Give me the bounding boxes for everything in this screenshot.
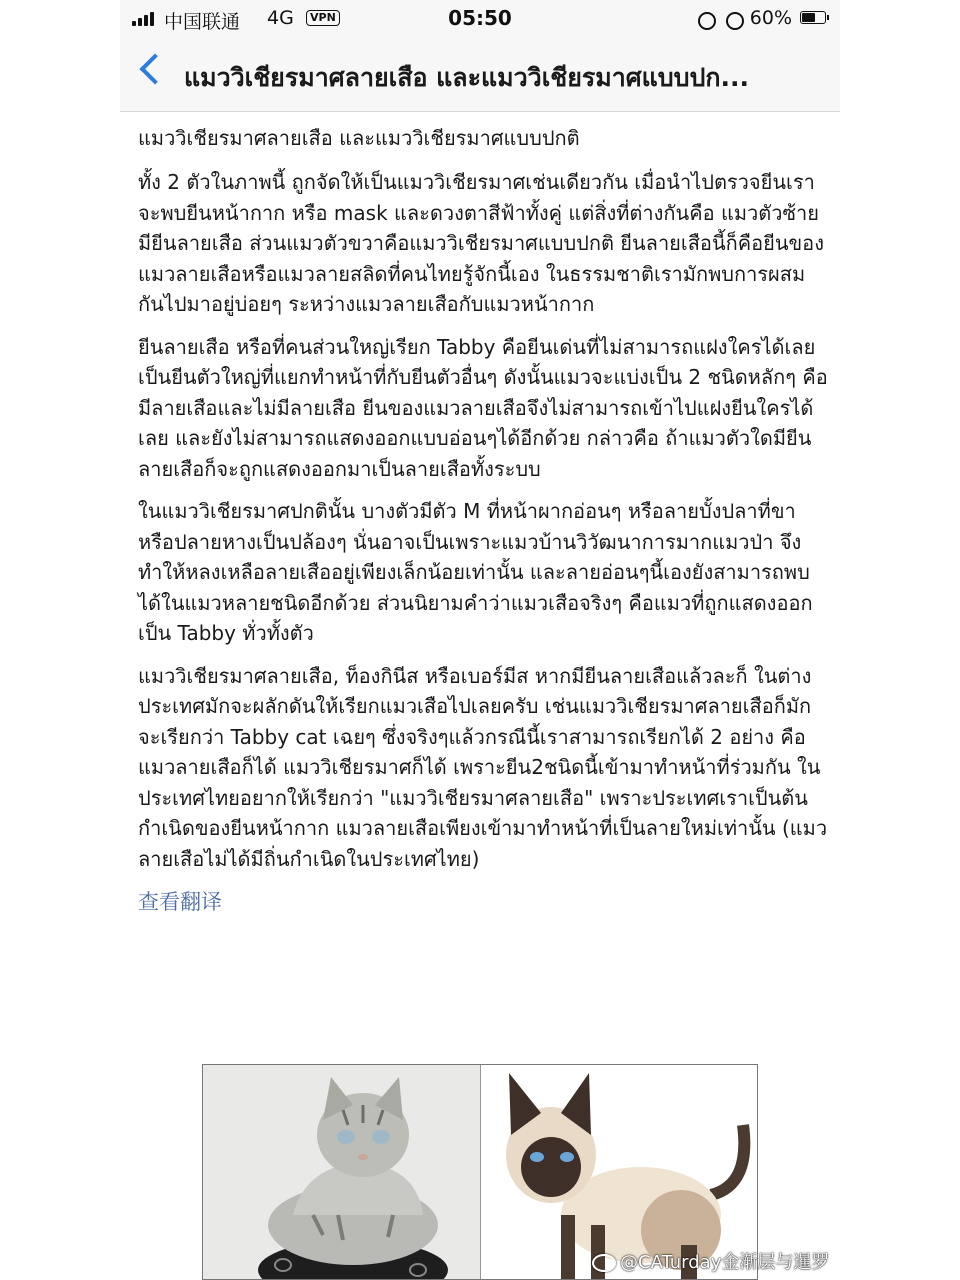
post-paragraph-4: แมววิเชียรมาศลายเสือ, ท็องกินีส หรือเบอร์มีส หากมียีนลายเสือแล้วละก็ ในต่างประเทศมักจะผลักดันให้เรียกแมวเสือไปเลยครับ เช่นแมววิเชียรมาศลายเสือก็มักจะเรียกว่า Tabby cat เฉยๆ ซึ่งจริงๆแล้วกรณีนี้เราสามารถเรียกได้ 2 อย่าง คือ แมวลายเสือก็ได้ แมววิเชียรมาศก็ได้ เพราะยีน2ชนิดนี้เข้ามาทำหน้าที่ร่วมกัน ในประเทศไทยอยากให้เรียกว่า "แมววิเชียรมาศลายเสือ" เพราะประเทศเราเป็นต้นกำเนิดของยีนหน้ากาก แมวลายเสือเพียงเข้ามาทำหน้าที่เป็นลายใหม่เท่านั้น (แมวลายเสือไม่ได้มีถิ่นกำเนิดในประเทศไทย)	[138, 663, 828, 871]
battery-fill	[802, 13, 815, 22]
post-paragraph-1: ทั้ง 2 ตัวในภาพนี้ ถูกจัดให้เป็นแมววิเชียรมาศเช่นเดียวกัน เมื่อนำไปตรวจยีนเราจะพบยีนหน้ากาก หรือ mask และดวงตาสีฟ้าทั้งคู่ แต่สิ่งที่ต่างกันคือ แมวตัวซ้ายมียีนลายเสือ ส่วนแมวตัวขวาคือแมววิเชียรมาศแบบปกติ ยีนลายเสือนี้ก็คือยีนของแมวลายเสือหรือแมวลายสลิดที่คนไทยรู้จักนี้เอง ในธรรมชาติเรามักพบการผสมกันไปมาอยู่บ่อยๆ ระหว่างแมวลายเสือกับแมวหน้ากาก	[138, 170, 824, 316]
network-type: 4G	[267, 7, 294, 29]
rotation-lock-icon	[698, 12, 716, 30]
status-icons	[694, 9, 744, 31]
weibo-watermark	[592, 1248, 829, 1274]
post-headline: แมววิเชียรมาศลายเสือ และแมววิเชียรมาศแบบปกติ	[138, 126, 580, 150]
back-chevron-icon[interactable]	[139, 53, 170, 84]
tabby-cat-illustration	[203, 1065, 480, 1280]
nav-header	[120, 38, 840, 112]
status-bar	[120, 0, 840, 38]
carrier-name: 中国联通	[164, 11, 241, 33]
battery-icon	[800, 11, 826, 24]
translate-link[interactable]: 查看翻译	[138, 890, 222, 914]
post-body	[138, 123, 828, 916]
phone-screen	[120, 0, 840, 1280]
weibo-logo-icon	[592, 1254, 616, 1272]
page-title: แมววิเชียรมาศลายเสือ และแมววิเชียรมาศแบบปก...	[184, 63, 750, 92]
post-paragraph-3: ในแมววิเชียรมาศปกตินั้น บางตัวมีตัว M ที่หน้าผากอ่อนๆ หรือลายบั้งปลาที่ขา หรือปลายหางเป็นปล้องๆ นั่นอาจเป็นเพราะแมวบ้านวิวัฒนาการมากแมวป่า จึงทำให้หลงเหลือลายเสืออยู่เพียงเล็กน้อยเท่านั้น และลายอ่อนๆนี้เองยังสามารถพบได้ในแมวหลายชนิดอีกด้วย ส่วนนิยามคำว่าแมวเสือจริงๆ คือแมวที่ถูกแสดงออกเป็น Tabby ทั่วทั้งตัว	[138, 499, 813, 645]
tabby-siamese-photo	[203, 1065, 480, 1280]
alarm-icon	[726, 12, 744, 30]
watermark-text: @CATurday金渐层与暹罗	[620, 1252, 830, 1273]
vpn-badge: VPN	[306, 10, 340, 26]
status-time: 05:50	[448, 6, 512, 30]
battery-percent: 60%	[749, 7, 792, 29]
post-paragraph-2: ยีนลายเสือ หรือที่คนส่วนใหญ่เรียก Tabby คือยีนเด่นที่ไม่สามารถแฝงใครได้เลย เป็นยีนตัวใหญ่ที่แยกทำหน้าที่กับยีนตัวอื่นๆ ดังนั้นแมวจะแบ่งเป็น 2 ชนิดหลักๆ คือมีลายเสือและไม่มีลายเสือ ยีนของแมวลายเสือจึงไม่สามารถเข้าไปแฝงยีนใครได้เลย และยังไม่สามารถแสดงออกแบบอ่อนๆได้อีกด้วย กล่าวคือ ถ้าแมวตัวใดมียีนลายเสือก็จะถูกแสดงออกมาเป็นลายเสือทั้งระบบ	[138, 334, 828, 481]
